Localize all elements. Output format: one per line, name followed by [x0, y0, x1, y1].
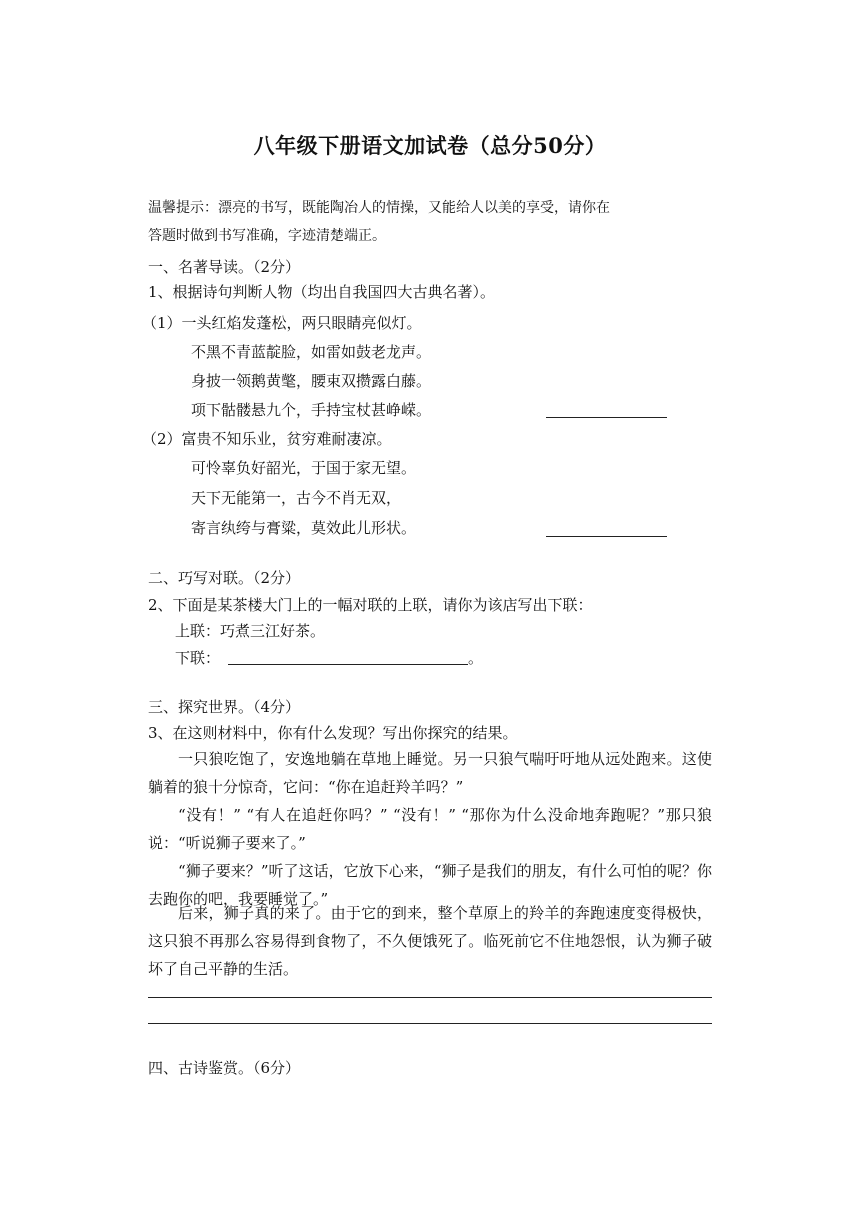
section3-heading: 三、探究世界。（4分）	[148, 698, 301, 716]
poem1-line-4: 项下骷髅悬九个，手持宝杖甚峥嵘。	[191, 401, 432, 419]
couplet-upper: 上联：巧煮三江好茶。	[175, 622, 326, 640]
answer-line-1[interactable]	[148, 997, 712, 998]
answer-blank-1[interactable]	[546, 417, 667, 418]
question-2: 2、下面是某茶楼大门上的一幅对联的上联，请你为该店写出下联：	[148, 596, 593, 614]
page-title: 八年级下册语文加试卷（总分50分）	[253, 133, 607, 158]
poem2-line-4: 寄言纨绔与膏粱，莫效此儿形状。	[191, 519, 417, 537]
couplet-lower-label: 下联：	[175, 649, 221, 667]
section4-heading: 四、古诗鉴赏。（6分）	[148, 1059, 301, 1077]
story-paragraph-2: “没有！” “有人在追赶你吗？” “没有！” “那你为什么没命地奔跑呢？”那只狼说：“听说狮子要来了。”	[148, 806, 712, 852]
poem2-line-3: 天下无能第一，古今不肖无双，	[191, 489, 402, 507]
question-1: 1、根据诗句判断人物（均出自我国四大古典名著）。	[148, 283, 496, 301]
story-paragraph-1: 一只狼吃饱了，安逸地躺在草地上睡觉。另一只狼气喘吁吁地从远处跑来。这使躺着的狼十分惊奇，它问：“你在追赶羚羊吗？”	[148, 750, 712, 796]
poem2-line-2: 可怜辜负好韶光，于国于家无望。	[191, 459, 417, 477]
section1-heading: 一、名著导读。（2分）	[148, 258, 301, 276]
tip-line-2: 答题时做到书写准确，字迹清楚端正。	[148, 228, 386, 244]
answer-blank-2[interactable]	[546, 536, 667, 537]
poem2-line-1: （2）富贵不知乐业，贫穷难耐凄凉。	[142, 430, 392, 448]
tip-line-1: 温馨提示：漂亮的书写，既能陶冶人的情操，又能给人以美的享受，请你在	[148, 200, 610, 216]
poem1-line-1: （1）一头红焰发蓬松，两只眼睛亮似灯。	[142, 314, 422, 332]
couplet-lower-end: 。	[468, 649, 484, 667]
couplet-lower-blank[interactable]	[228, 664, 468, 665]
story-paragraph-3: “狮子要来？”听了这话，它放下心来，“狮子是我们的朋友，有什么可怕的呢？你去跑你的吧，我要睡觉了。”	[148, 862, 712, 908]
poem1-line-3: 身披一领鹅黄氅，腰束双攒露白藤。	[191, 372, 432, 390]
story-paragraph-4: 后来，狮子真的来了。由于它的到来，整个草原上的羚羊的奔跑速度变得极快，这只狼不再那么容易得到食物了，不久便饿死了。临死前它不住地怨恨，认为狮子破坏了自己平静的生活。	[148, 904, 712, 978]
section2-heading: 二、巧写对联。（2分）	[148, 569, 301, 587]
answer-line-2[interactable]	[148, 1023, 712, 1024]
question-3: 3、在这则材料中，你有什么发现？写出你探究的结果。	[148, 724, 518, 742]
poem1-line-2: 不黑不青蓝靛脸，如雷如鼓老龙声。	[191, 343, 432, 361]
